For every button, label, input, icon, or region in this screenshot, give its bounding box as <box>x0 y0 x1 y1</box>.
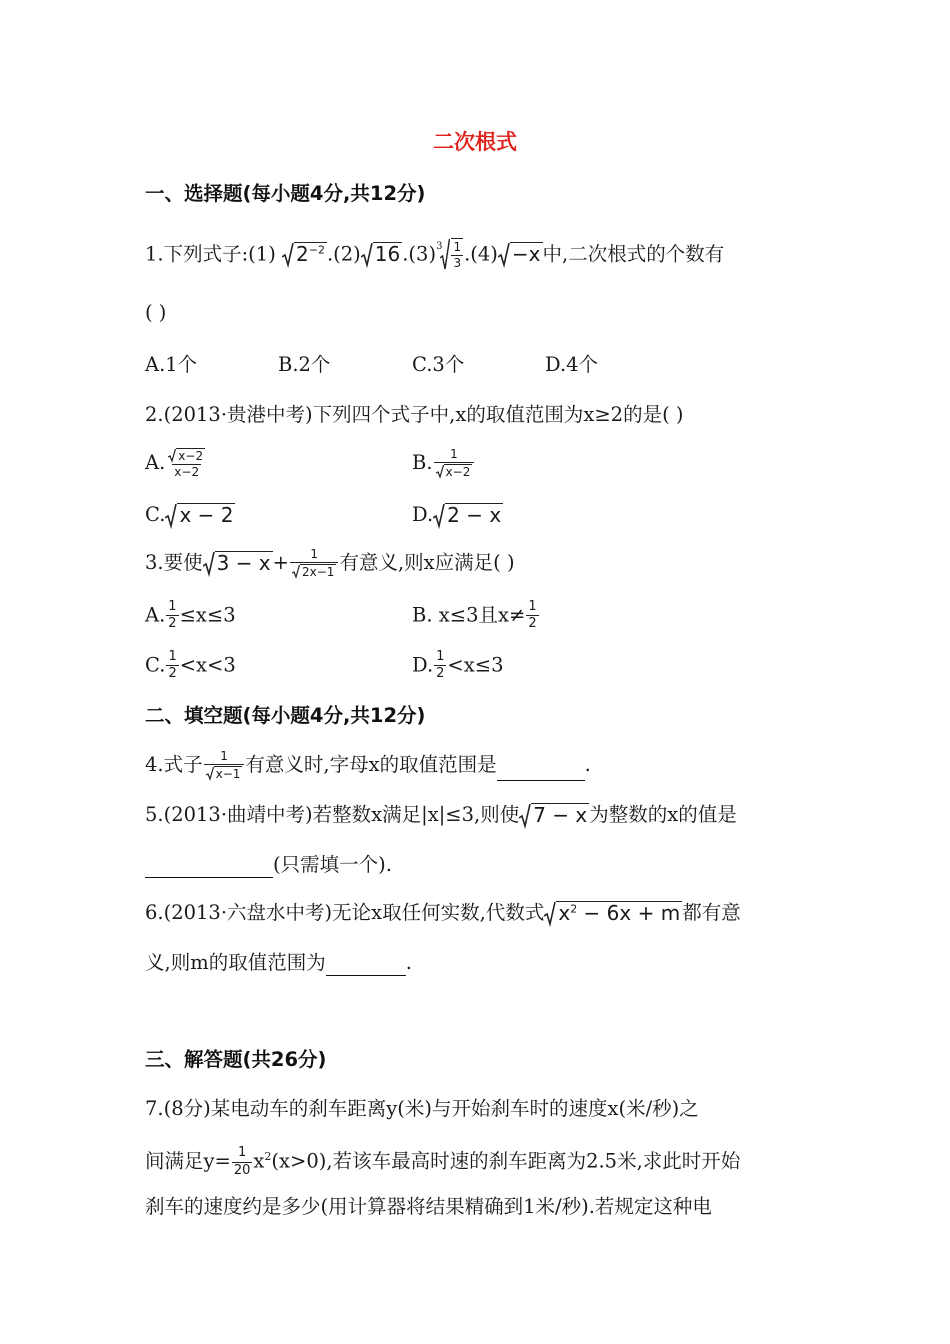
q2-a-fraction: $\frac{x-2}{x-2}$ <box>166 448 207 479</box>
question-5-stem: 5.(2013·曲靖中考)若整数x满足|x|≤3,则使 7 − x 为整数的x的值是 <box>145 802 737 827</box>
q2-option-d: D. 2 − x <box>412 502 502 527</box>
q1-sep3: .(3) <box>402 242 437 266</box>
question-7-line2: 间满足y= $\frac{1}{20}$ $x^2(x>0)$,若该车最高时速的刹车距离为2.5米,求此时开始 <box>145 1145 741 1178</box>
q1-answer-paren: ( ) <box>145 301 167 324</box>
q1-option-b: B.2个 <box>278 353 331 376</box>
q6-answer-blank[interactable] <box>326 955 406 976</box>
q1-suffix: 中,二次根式的个数有 <box>542 242 725 266</box>
q2-option-c: C. x − 2 <box>145 502 234 527</box>
question-5-line2: (只需填一个). <box>145 852 392 878</box>
question-4-stem: 4.式子 $\frac{1}{x-1}$ 有意义时,字母x的取值范围是 . <box>145 749 591 782</box>
sqrt-expression-1: $2^{-2}$ <box>282 242 327 268</box>
q3-option-d: D. $\frac{1}{2}$ <x≤3 <box>412 649 504 682</box>
q3-option-b: B. x≤3且x≠ $\frac{1}{2}$ <box>412 599 537 632</box>
section-heading-choice: 一、选择题(每小题4分,共12分) <box>145 182 426 205</box>
q2-option-a: A. $\frac{x-2}{x-2}$ <box>145 448 208 479</box>
q3-option-a: A. $\frac{1}{2}$ ≤x≤3 <box>145 599 236 632</box>
q1-sep4: .(4) <box>464 242 498 266</box>
q4-answer-blank[interactable] <box>497 760 585 781</box>
q1-option-d: D.4个 <box>545 353 599 376</box>
question-7-line1: 7.(8分)某电动车的刹车距离y(米)与开始刹车时的速度x(米/秒)之 <box>145 1097 699 1120</box>
q1-option-a: A.1个 <box>145 353 198 376</box>
section-heading-solve: 三、解答题(共26分) <box>145 1048 327 1071</box>
q1-prefix: 1.下列式子:(1) <box>145 242 276 266</box>
question-2-stem: 2.(2013·贵港中考)下列四个式子中,x的取值范围为x≥2的是( ) <box>145 403 684 426</box>
page-title: 二次根式 <box>433 130 517 154</box>
q2-option-b: B. $\frac{1}{x-2}$ <box>412 448 475 479</box>
question-1-stem <box>145 238 724 272</box>
sqrt-expression-4: −x <box>498 242 543 268</box>
question-6-line2: 义,则m的取值范围为 . <box>145 951 412 974</box>
section-heading-fill: 二、填空题(每小题4分,共12分) <box>145 704 426 727</box>
cube-root-expression: 3 $\frac{1}{3}$ <box>436 240 462 271</box>
question-3-stem: 3.要使 3 − x + $\frac{1}{2x-1}$ 有意义,则x应满足( ) <box>145 547 515 580</box>
q1-sep2: .(2) <box>326 242 361 266</box>
q3-option-c: C. $\frac{1}{2}$ <x<3 <box>145 649 236 682</box>
q2-b-fraction: $\frac{1}{x-2}$ <box>434 448 475 479</box>
q1-option-c: C.3个 <box>412 353 465 376</box>
question-7-line3: 刹车的速度约是多少(用计算器将结果精确到1米/秒).若规定这种电 <box>145 1195 712 1218</box>
sqrt-expression-2: 16 <box>361 242 402 268</box>
question-6-stem: 6.(2013·六盘水中考)无论x取任何实数,代数式 $x^2 - 6x + m$ 都有意 <box>145 900 741 925</box>
q5-answer-blank[interactable] <box>145 857 273 878</box>
q3-fraction: $\frac{1}{2x-1}$ <box>290 548 338 579</box>
q4-fraction: $\frac{1}{x-1}$ <box>204 750 245 781</box>
